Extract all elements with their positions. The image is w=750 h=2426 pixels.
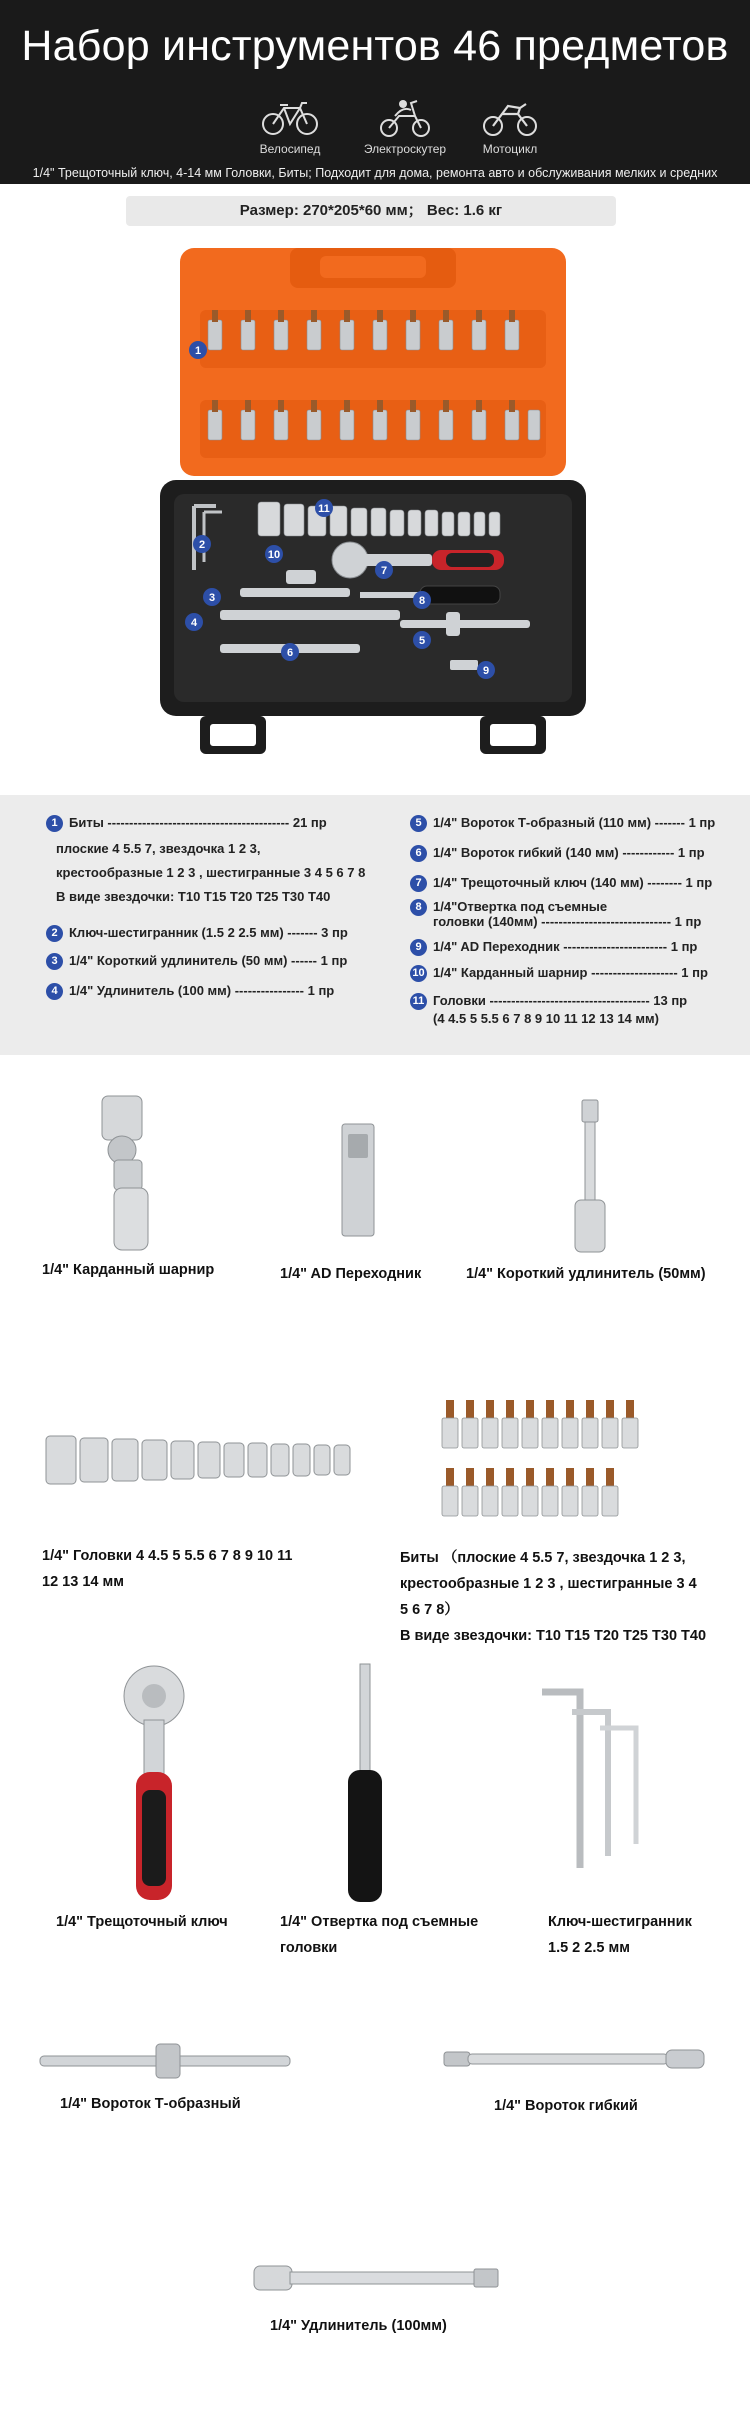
t-bar-image [36, 2036, 296, 2086]
case-badge-11: 11 [318, 503, 330, 515]
legend-item: 11 Головки ------------------------------------- 13 пр [410, 993, 687, 1010]
legend-item: 5 1/4" Вороток Т-образный (110 мм) ------- 1 пр [410, 815, 715, 832]
page-title: Набор инструментов 46 предметов [21, 22, 729, 70]
caption-flex-bar: 1/4" Вороток гибкий [494, 2098, 638, 2114]
flex-bar-image [440, 2042, 712, 2076]
contents-legend [0, 795, 750, 1055]
sockets-image [44, 1432, 356, 1488]
legend-subline: плоские 4 5.5 7, звездочка 1 2 3, [56, 841, 261, 856]
caption-extension-100: 1/4" Удлинитель (100мм) [270, 2318, 447, 2334]
case-badge-8: 8 [418, 595, 426, 607]
vehicle-scooter: Электроскутер [345, 98, 465, 156]
caption-bits-3: 5 6 7 8） [400, 1602, 459, 1618]
toolcase-image [150, 240, 596, 760]
legend-subline: В виде звездочки: T10 T15 T20 T25 T30 T40 [56, 889, 331, 904]
case-badge-6: 6 [286, 647, 294, 659]
legend-item: 3 1/4" Короткий удлинитель (50 мм) ------ 1 пр [46, 953, 347, 970]
product-subtitle: 1/4" Трещоточный ключ, 4-14 мм Головки, Биты; Подходит для дома, ремонта авто и обслуживания мелких и средних [32, 166, 718, 180]
caption-universal-joint: 1/4" Карданный шарнир [42, 1262, 215, 1278]
scooter-icon [375, 98, 435, 138]
caption-ad-adapter: 1/4" AD Переходник [280, 1266, 422, 1282]
bicycle-icon [260, 98, 320, 138]
case-badge-1: 1 [194, 345, 202, 357]
caption-t-bar: 1/4" Вороток Т-образный [60, 2096, 241, 2112]
case-badge-2: 2 [198, 539, 206, 551]
caption-bits-4: В виде звездочки: T10 T15 T20 T25 T30 T40 [400, 1628, 707, 1644]
bits-image [440, 1398, 670, 1528]
legend-item: 1 Биты ------------------------------------------ 21 пр [46, 815, 327, 832]
ratchet-image [120, 1660, 190, 1910]
legend-item: 10 1/4" Карданный шарнир -------------------- 1 пр [410, 965, 708, 982]
caption-sockets-1: 1/4" Головки 4 4.5 5 5.5 6 7 8 9 10 11 [42, 1548, 293, 1564]
case-badge-3: 3 [208, 592, 216, 604]
legend-item: 9 1/4" AD Переходник ------------------------ 1 пр [410, 939, 697, 956]
vehicle-icons [0, 98, 750, 164]
short-extension-image [565, 1096, 615, 1256]
legend-item: 6 1/4" Вороток гибкий (140 мм) ------------ 1 пр [410, 845, 705, 862]
caption-bits-2: крестообразные 1 2 3 , шестигранные 3 4 [400, 1576, 697, 1592]
caption-screwdriver-2: головки [280, 1940, 338, 1956]
legend-subline: (4 4.5 5 5.5 6 7 8 9 10 11 12 13 14 мм) [433, 1011, 659, 1026]
case-badge-7: 7 [380, 565, 388, 577]
legend-item: 4 1/4" Удлинитель (100 мм) ---------------- 1 пр [46, 983, 334, 1000]
header-banner [0, 0, 750, 184]
caption-short-extension: 1/4" Короткий удлинитель (50мм) [466, 1266, 706, 1282]
toolcase-illustration [150, 240, 596, 760]
case-badge-9: 9 [482, 665, 490, 677]
vehicle-bicycle: Велосипед [230, 98, 350, 156]
caption-sockets-2: 12 13 14 мм [42, 1574, 124, 1590]
universal-joint-image [78, 1090, 188, 1260]
caption-ratchet: 1/4" Трещоточный ключ [56, 1914, 228, 1930]
caption-bits-1: Биты （плоские 4 5.5 7, звездочка 1 2 3, [400, 1550, 686, 1566]
screwdriver-image [340, 1660, 390, 1910]
caption-screwdriver-1: 1/4" Отвертка под съемные [280, 1914, 479, 1930]
legend-item: 7 1/4" Трещоточный ключ (140 мм) -------- 1 пр [410, 875, 712, 892]
legend-subline: головки (140мм) ------------------------------ 1 пр [433, 914, 702, 929]
caption-hex-key-1: Ключ-шестигранник [548, 1914, 692, 1930]
legend-item: 8 1/4"Отвертка под съемные [410, 899, 607, 916]
case-badge-10: 10 [267, 549, 281, 561]
legend-subline: крестообразные 1 2 3 , шестигранные 3 4 5 6 7 8 [56, 865, 366, 880]
case-badge-4: 4 [190, 617, 198, 629]
hex-key-image [536, 1684, 656, 1874]
ad-adapter-image [338, 1120, 378, 1240]
case-badge-5: 5 [418, 635, 426, 647]
vehicle-motorcycle: Мотоцикл [450, 98, 570, 156]
size-weight-bar: Размер: 270*205*60 мм； Вес: 1.6 кг [126, 196, 616, 226]
motorcycle-icon [480, 98, 540, 138]
extension-100-image [250, 2258, 504, 2298]
caption-hex-key-2: 1.5 2 2.5 мм [548, 1940, 630, 1956]
legend-item: 2 Ключ-шестигранник (1.5 2 2.5 мм) ------- 3 пр [46, 925, 348, 942]
